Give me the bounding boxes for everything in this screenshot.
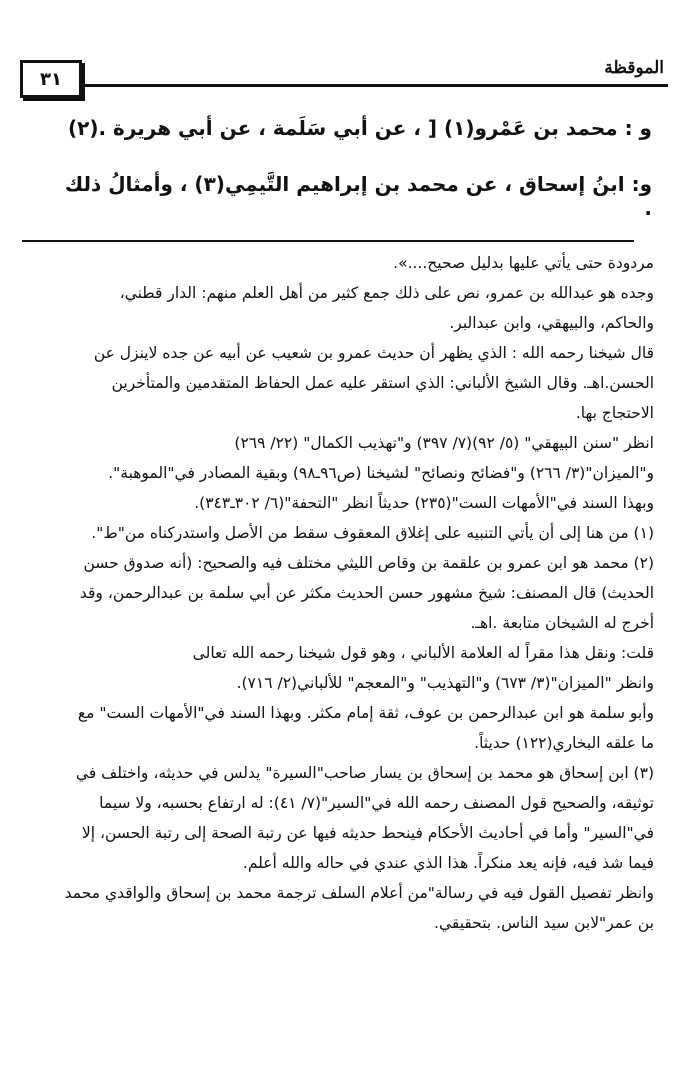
footnote-line: (٣) ابن إسحاق هو محمد بن إسحاق بن يسار صاحب"السيرة" يدلس في حديثه، واختلف في bbox=[75, 764, 654, 782]
footnote-line: توثيقه، والصحيح قول المصنف رحمه الله في"السير"(٧/ ٤١): له ارتفاع بحسبه، ولا سيما bbox=[99, 794, 654, 812]
footnote-line: و"الميزان"(٣/ ٢٦٦) و"فضائح ونصائح" لشيخنا (ص٩٦ـ٩٨) وبقية المصادر في"الموهبة". bbox=[108, 464, 654, 482]
footnote-line: قلت: ونقل هذا مقراً له العلامة الألباني ، وهو قول شيخنا رحمه الله تعالى bbox=[192, 644, 654, 662]
footnote-line: بن عمر"لابن سيد الناس. بتحقيقي. bbox=[434, 914, 654, 932]
page-number: ٣١ bbox=[40, 68, 62, 90]
footnote-line: الحسن.اهـ. وقال الشيخ الألباني: الذي استقر عليه عمل الحفاظ المتقدمين والمتأخرين bbox=[111, 374, 654, 392]
footnote-line: والحاكم، والبيهقي، وابن عبدالبر. bbox=[449, 314, 654, 332]
footnote-line: في"السير" وأما في أحاديث الأحكام فينحط حديثه فيها عن رتبة الصحة إلى رتبة الحسن، إلا bbox=[81, 824, 654, 842]
footnote-line: (٢) محمد هو ابن عمرو بن علقمة بن وقاص الليثي مختلف فيه والصحيح: (أنه صدوق حسن bbox=[83, 554, 654, 572]
footnote-line: وانظر "الميزان"(٣/ ٦٧٣) و"التهذيب" و"المعجم" للألباني(٢/ ٧١٦). bbox=[236, 674, 654, 692]
footnote-line: (١) من هنا إلى أن يأتي التنبيه على إغلاق المعقوف سقط من الأصل واستدركناه من"ط". bbox=[91, 524, 654, 542]
footnotes-block bbox=[26, 248, 654, 938]
main-text-line-2: و: ابنُ إسحاق ، عن محمد بن إبراهيم التَّيمِي(٣) ، وأمثالُ ذلك . bbox=[64, 172, 652, 220]
footnote-line: فيما شذ فيه، فإنه يعد منكراً. هذا الذي عندي في حاله والله أعلم. bbox=[242, 854, 654, 872]
footnote-line: وانظر تفصيل القول فيه في رسالة"من أعلام السلف ترجمة محمد بن إسحاق والواقدي محمد bbox=[64, 884, 654, 902]
main-text-line-1: و : محمد بن عَمْرو(١) [ ، عن أبي سَلَمة ، عن أبي هريرة .(٢) bbox=[67, 116, 652, 140]
footnote-line: مردودة حتى يأتي عليها بدليل صحيح....». bbox=[393, 254, 654, 272]
page-number-box bbox=[20, 60, 82, 98]
footnote-line: الاحتجاج بها. bbox=[575, 404, 654, 422]
page-header bbox=[12, 58, 668, 98]
footnote-line: الحديث) قال المصنف: شيخ مشهور حسن الحديث مكثر عن أبي سلمة بن عبدالرحمن، وقد bbox=[79, 584, 654, 602]
running-title: الموقظة bbox=[604, 58, 664, 78]
footnote-line: وأبو سلمة هو ابن عبدالرحمن بن عوف، ثقة إمام مكثر. وبهذا السند في"الأمهات الست" مع bbox=[77, 704, 654, 722]
header-rule bbox=[84, 84, 668, 87]
footnote-line: انظر "سنن البيهقي" (٥/ ٩٢)(٧/ ٣٩٧) و"تهذيب الكمال" (٢٢/ ٢٦٩) bbox=[234, 434, 654, 452]
footnote-line: قال شيخنا رحمه الله : الذي يظهر أن حديث عمرو بن شعيب عن أبيه عن جده لاينزل عن bbox=[93, 344, 654, 362]
footnote-line: وجده هو عبدالله بن عمرو، نص على ذلك جمع كثير من أهل العلم منهم: الدار قطني، bbox=[119, 284, 654, 302]
footnote-line: أخرج له الشيخان متابعة .اهـ. bbox=[470, 614, 654, 632]
footnote-separator bbox=[22, 240, 634, 242]
footnote-line: وبهذا السند في"الأمهات الست"(٢٣٥) حديثاً انظر "التحفة"(٦/ ٣٠٢ـ٣٤٣). bbox=[194, 494, 654, 512]
footnote-line: ما علقه البخاري(١٢٢) حديثاً. bbox=[474, 734, 654, 752]
